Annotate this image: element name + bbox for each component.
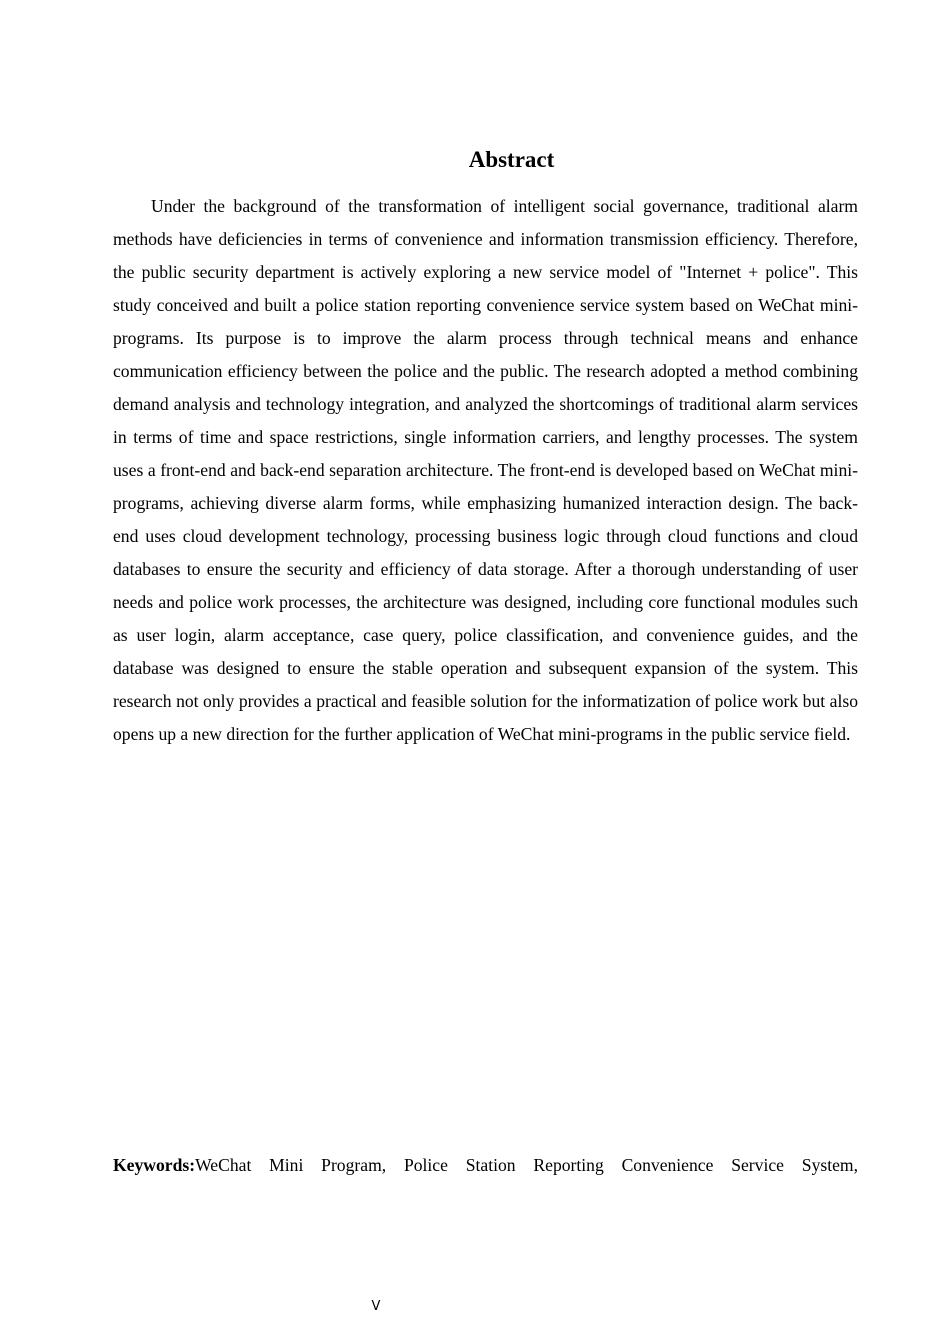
page-number: V: [371, 1299, 381, 1314]
keywords-text: WeChat Mini Program, Police Station Reporting Convenience Service System,: [195, 1155, 858, 1175]
keywords-line: [113, 1149, 858, 1182]
keywords-label: Keywords:: [113, 1155, 196, 1175]
abstract-title: Abstract: [468, 147, 555, 172]
abstract-body: Under the background of the transformation of intelligent social governance, traditional alarm methods have deficiencies in terms of convenience and information transmission efficiency. Therefore, the public security department is actively exploring a new service model of "Internet + police". This study conceived and built a police station reporting convenience service system based on WeChat mini-programs. Its purpose is to improve the alarm process through technical means and enhance communication efficiency between the police and the public. The research adopted a method combining demand analysis and technology integration, and analyzed the shortcomings of traditional alarm services in terms of time and space restrictions, single information carriers, and lengthy processes. The system uses a front-end and back-end separation architecture. The front-end is developed based on WeChat mini-programs, achieving diverse alarm forms, while emphasizing humanized interaction design. The back-end uses cloud development technology, processing business logic through cloud functions and cloud databases to ensure the security and efficiency of data storage. After a thorough understanding of user needs and police work processes, the architecture was designed, including core functional modules such as user login, alarm acceptance, case query, police classification, and convenience guides, and the database was designed to ensure the stable operation and subsequent expansion of the system. This research not only provides a practical and feasible solution for the informatization of police work but also opens up a new direction for the further application of WeChat mini-programs in the public service field.: [113, 196, 858, 744]
